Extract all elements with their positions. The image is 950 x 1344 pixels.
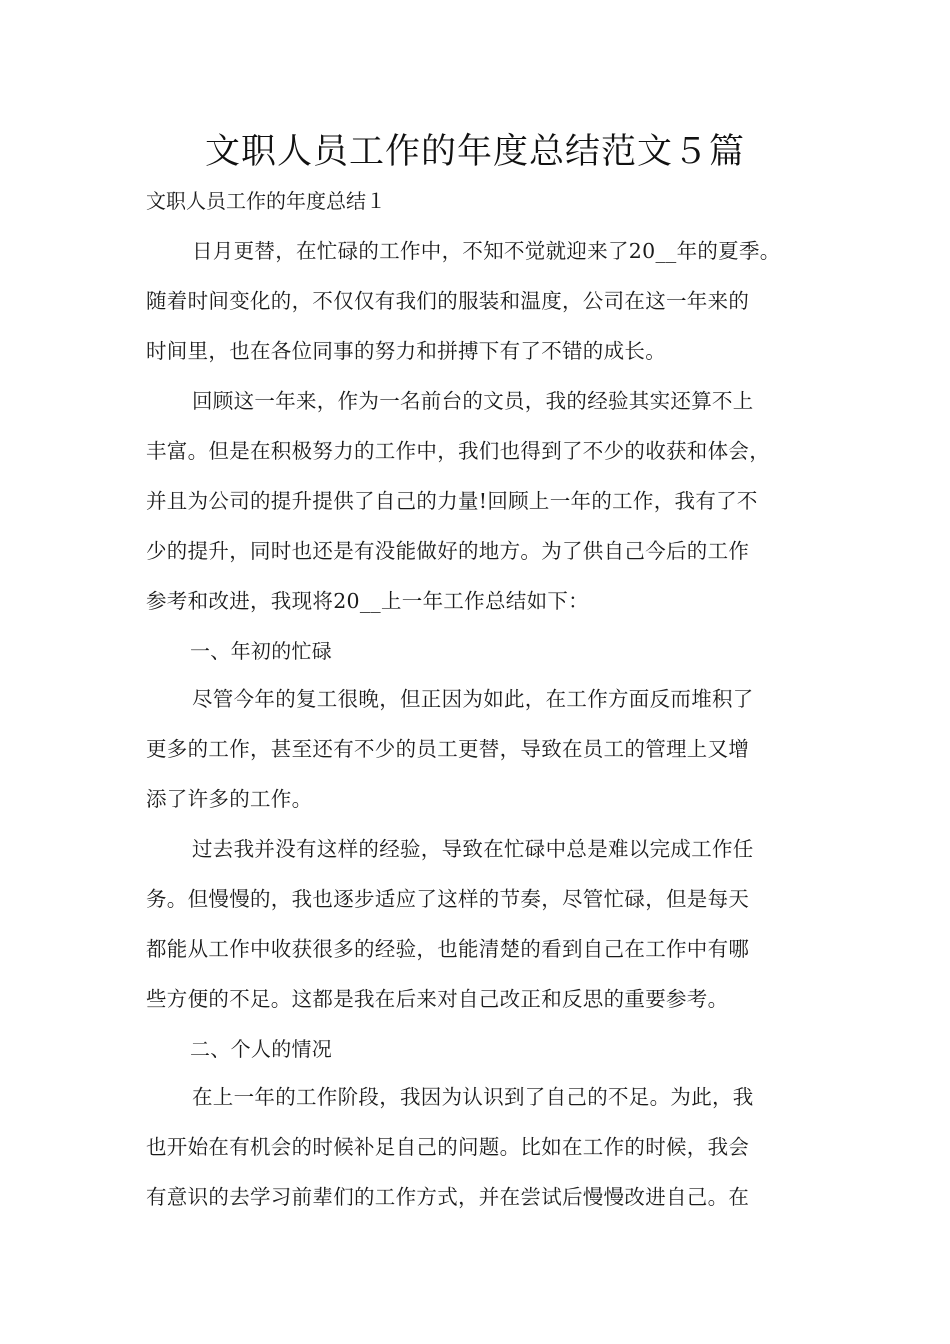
paragraph-line: 丰富。但是在积极努力的工作中，我们也得到了不少的收获和体会， — [146, 439, 770, 463]
paragraph-line: 都能从工作中收获很多的经验，也能清楚的看到自己在工作中有哪 — [146, 937, 750, 961]
paragraph-line: 参考和改进，我现将20__上一年工作总结如下： — [146, 589, 589, 613]
paragraph-line: 回顾这一年来，作为一名前台的文员，我的经验其实还算不上 — [192, 389, 754, 413]
paragraph-line: 尽管今年的复工很晚，但正因为如此，在工作方面反而堆积了 — [192, 687, 754, 711]
section-heading: 二、个人的情况 — [190, 1037, 333, 1061]
paragraph-line: 少的提升，同时也还是有没能做好的地方。为了供自己今后的工作 — [146, 539, 750, 563]
section-heading: 一、年初的忙碌 — [190, 639, 333, 663]
paragraph-line: 日月更替，在忙碌的工作中，不知不觉就迎来了20__年的夏季。 — [192, 239, 781, 263]
paragraph-line: 过去我并没有这样的经验，导致在忙碌中总是难以完成工作任 — [192, 837, 754, 861]
paragraph-line: 添了许多的工作。 — [146, 787, 313, 811]
paragraph-line: 随着时间变化的，不仅仅有我们的服装和温度，公司在这一年来的 — [146, 289, 750, 313]
paragraph-line: 有意识的去学习前辈们的工作方式，并在尝试后慢慢改进自己。在 — [146, 1185, 750, 1209]
paragraph-line: 在上一年的工作阶段，我因为认识到了自己的不足。为此，我 — [192, 1085, 754, 1109]
document-title: 文职人员工作的年度总结范文５篇 — [204, 132, 745, 172]
paragraph-line: 时间里，也在各位同事的努力和拼搏下有了不错的成长。 — [146, 339, 666, 363]
paragraph-line: 并且为公司的提升提供了自己的力量!回顾上一年的工作，我有了不 — [146, 489, 758, 513]
paragraph-line: 更多的工作，甚至还有不少的员工更替，导致在员工的管理上又增 — [146, 737, 750, 761]
paragraph-line: 也开始在有机会的时候补足自己的问题。比如在工作的时候，我会 — [146, 1135, 750, 1159]
paragraph-line: 些方便的不足。这都是我在后来对自己改正和反思的重要参考。 — [146, 987, 729, 1011]
section-subtitle: 文职人员工作的年度总结１ — [146, 189, 386, 213]
paragraph-line: 务。但慢慢的，我也逐步适应了这样的节奏，尽管忙碌，但是每天 — [146, 887, 750, 911]
